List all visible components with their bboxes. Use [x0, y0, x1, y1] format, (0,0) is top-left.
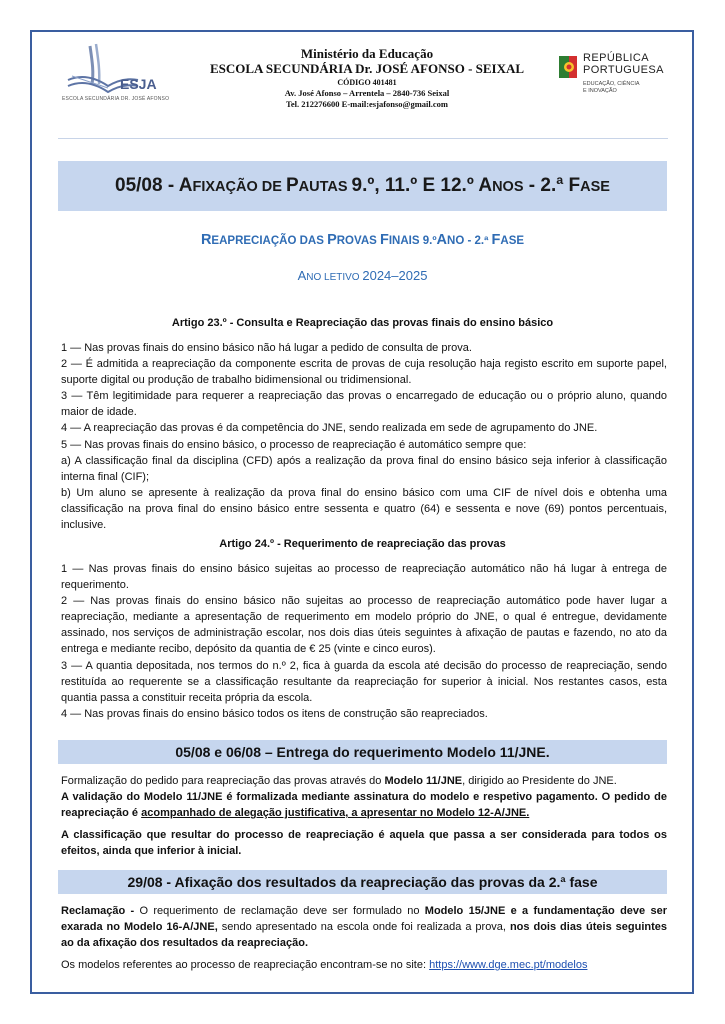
article-23-p4: 4 — A reapreciação das provas é da competência do JNE, sendo realizada em sede de agrupamento do JNE.: [61, 422, 598, 435]
school-year: ANO LETIVO 2024–2025: [297, 268, 428, 283]
school-code: CÓDIGO 401481: [337, 78, 397, 87]
article-23-heading: Artigo 23.º - Consulta e Reapreciação das provas finais do ensino básico: [171, 317, 554, 329]
school-address: Av. José Afonso – Arrentela – 2840-736 Seixal: [284, 88, 450, 98]
section-2-p1: Reclamação - O requerimento de reclamação deve ser formulado no Modelo 15/JNE e a fundamentação deve ser exarada no Modelo 16-A/JNE, sendo apresentado na escola onde foi realizada a prova, nos dois dias úteis seguintes ao da afixação dos resultados da reapreciação.: [61, 905, 667, 950]
ministry-name: Ministério da Educação: [300, 46, 434, 61]
article-23-p5: 5 — Nas provas finais do ensino básico, o processo de reapreciação é automático sempre que:: [61, 438, 527, 451]
dge-models-link[interactable]: https://www.dge.mec.pt/modelos: [429, 959, 588, 972]
section-1-p1: Formalização do pedido para reapreciação das provas através do Modelo 11/JNE, dirigido ao Presidente do JNE.: [61, 775, 617, 787]
republic-line2: PORTUGUESA: [583, 64, 664, 76]
section-band-1-title: 05/08 e 06/08 – Entrega do requerimento Modelo 11/JNE.: [175, 744, 550, 760]
article-23-p2: 2 — É admitida a reapreciação da componente escrita de provas de cuja resolução haja registo escrito em suporte papel, suporte digital ou produção de trabalho bidimensional ou tridimensional.: [61, 358, 667, 387]
section-1-p2: A validação do Modelo 11/JNE é formalizada mediante assinatura do modelo e respetivo pagamento. O pedido de reapreciação é acompanhado de alegação justificativa, a apresentar no Modelo 12-A/JNE.: [61, 791, 667, 820]
section-band-2-title: 29/08 - Afixação dos resultados da reapreciação das provas da 2.ª fase: [127, 874, 598, 890]
section-1-p3: A classificação que resultar do processo de reapreciação é aquela que passa a ser considerada para todos os efeitos, ainda que inferior à inicial.: [61, 829, 667, 858]
school-logo: [62, 40, 170, 104]
article-24-body: [61, 561, 667, 722]
header-divider: [58, 138, 668, 139]
section-2-body: [61, 903, 667, 973]
school-name: ESCOLA SECUNDÁRIA Dr. JOSÉ AFONSO - SEIXAL: [209, 61, 525, 76]
article-24-p2: 2 — Nas provas finais do ensino básico não sujeitas ao processo de reapreciação automático pode haver lugar a reapreciação, mediante a apresentação de requerimento em modelo próprio do JNE, o qual é entregue, devidamente assinado, nos serviços de administração escolar, nos dois dias úteis seguintes à afixação de pautas e fazendo, no ato da entrega e mediante recibo, depósito da quantia de € 25 (vinte e cinco euros).: [61, 595, 667, 656]
article-23-pa: a) A classificação final da disciplina (CFD) após a realização da prova final do ensino básico seja inferior à classificação interna final (CIF);: [61, 454, 667, 483]
article-23-body: [61, 340, 667, 533]
subtitle: REAPRECIAÇÃO DAS PROVAS FINAIS 9.ºANO - 2.ª FASE: [200, 232, 525, 248]
republic-line1: REPÚBLICA: [583, 52, 649, 64]
header: [62, 40, 662, 130]
logo-text: ESJA: [120, 76, 157, 92]
article-24-p1: 1 — Nas provas finais do ensino básico sujeitas ao processo de reapreciação automático não há lugar à entrega de requerimento.: [61, 563, 667, 592]
main-title-band: [58, 161, 667, 211]
school-contact: Tel. 212276600 E-mail:esjafonso@gmail.com: [286, 99, 448, 109]
main-title: 05/08 - AFIXAÇÃO DE PAUTAS 9.º, 11.º E 12.º ANOS - 2.ª FASE: [115, 175, 610, 196]
republic-line3: EDUCAÇÃO, CIÊNCIA: [583, 81, 640, 87]
republic-line4: E INOVAÇÃO: [583, 88, 617, 94]
article-24-heading: Artigo 24.º - Requerimento de reapreciação das provas: [219, 538, 506, 550]
flag-emblem-icon: [557, 54, 579, 80]
logo-caption: ESCOLA SECUNDÁRIA DR. JOSÉ AFONSO: [62, 96, 170, 102]
article-24-p4: 4 — Nas provas finais do ensino básico todos os itens de construção são reapreciados.: [61, 707, 488, 720]
article-23-p3: 3 — Têm legitimidade para requerer a reapreciação das provas o encarregado de educação ou o próprio aluno, quando maior de idade.: [61, 390, 667, 419]
article-23-p1: 1 — Nas provas finais do ensino básico não há lugar a pedido de consulta de prova.: [61, 342, 472, 354]
section-2-p2: Os modelos referentes ao processo de reapreciação encontram-se no site: https://www.dge.mec.pt/modelos: [61, 959, 588, 972]
school-info: [202, 46, 532, 110]
article-24-p3: 3 — A quantia depositada, nos termos do n.º 2, fica à guarda da escola até decisão do processo de reapreciação, sendo restituída ao requerente se a classificação resultante da reapreciação for superior à inicial. Nos restantes casos, esta quantia passa a constituir receita própria da escola.: [61, 659, 667, 704]
republic-logo: [557, 52, 667, 102]
section-band-1: [58, 740, 667, 764]
section-1-body: [61, 773, 667, 859]
article-23-pb: b) Um aluno se apresente à realização da prova final do ensino básico com uma CIF de nível dois e obtenha uma classificação na prova final do ensino básico entre sessenta e quatro (64) e sessenta e nove (69) pontos percentuais, inclusive.: [61, 486, 667, 532]
section-band-2: [58, 870, 667, 894]
